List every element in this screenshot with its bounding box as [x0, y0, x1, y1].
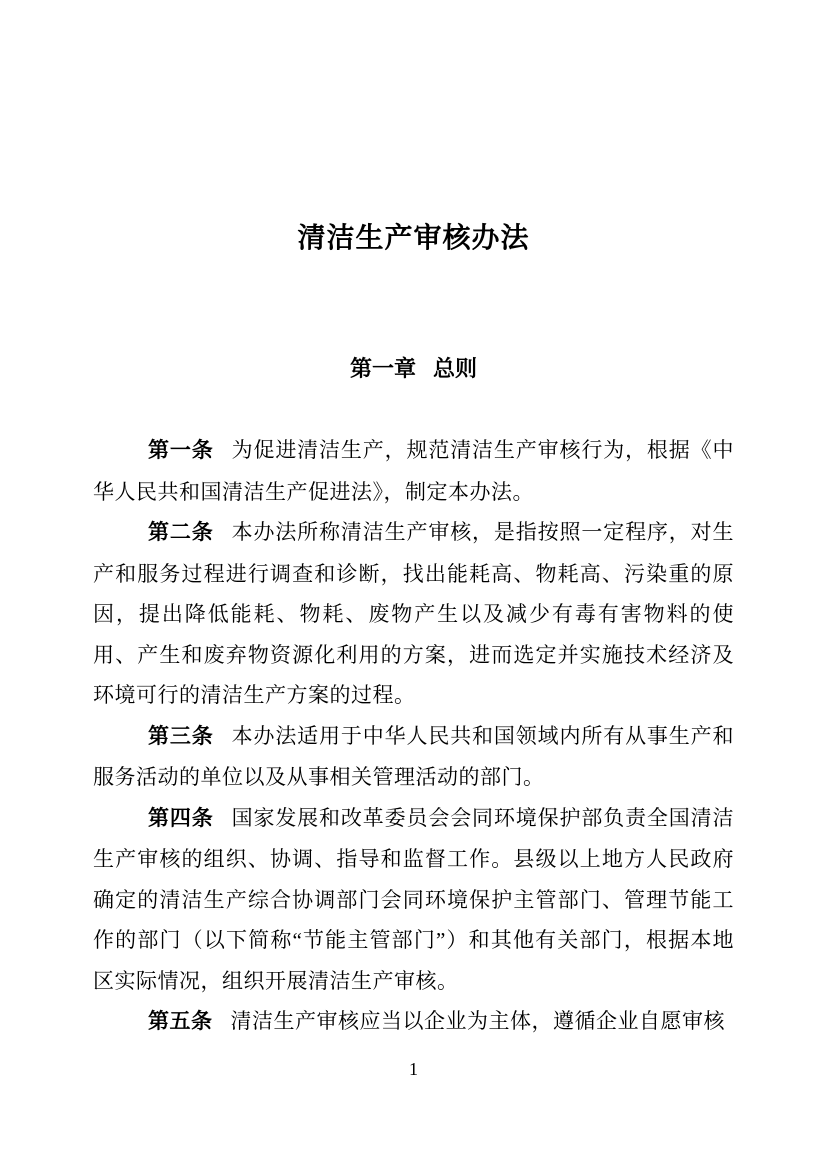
- chapter-name: 总则: [433, 356, 478, 381]
- page-number: 1: [409, 1059, 418, 1079]
- document-body: [93, 430, 734, 1043]
- article-4-text: 国家发展和改革委员会会同环境保护部负责全国清洁生产审核的组织、协调、指导和监督工作。县级以上地方人民政府确定的清洁生产综合协调部门会同环境保护主管部门、管理节能工作的部门（以下简称“节能主管部门”）和其他有关部门，根据本地区实际情况，组织开展清洁生产审核。: [93, 805, 735, 993]
- article-paragraph-3: [93, 716, 734, 798]
- article-2-text: 本办法所称清洁生产审核，是指按照一定程序，对生产和服务过程进行调查和诊断，找出能耗高、物耗高、污染重的原因，提出降低能耗、物耗、废物产生以及减少有毒有害物料的使用、产生和废弃物资源化利用的方案，进而选定并实施技术经济及环境可行的清洁生产方案的过程。: [93, 520, 735, 707]
- article-3-text: 本办法适用于中华人民共和国领域内所有从事生产和服务活动的单位以及从事相关管理活动的部门。: [93, 723, 735, 789]
- article-paragraph-1: [93, 430, 734, 512]
- article-paragraph-5: [93, 1001, 734, 1043]
- article-1-label: 第一条: [148, 439, 214, 462]
- article-5-text: 清洁生产审核应当以企业为主体，遵循企业自愿审核: [230, 1009, 725, 1033]
- chapter-heading: [0, 356, 827, 382]
- article-4-label: 第四条: [148, 806, 214, 830]
- document-title: 清洁生产审核办法: [297, 222, 530, 253]
- article-5-label: 第五条: [148, 1010, 213, 1033]
- article-1-text: 为促进清洁生产，规范清洁生产审核行为，根据《中华人民共和国清洁生产促进法》，制定本办法。: [93, 438, 735, 504]
- article-2-label: 第二条: [148, 521, 214, 544]
- article-paragraph-2: [93, 512, 734, 716]
- article-paragraph-4: [93, 798, 734, 1002]
- article-3-label: 第三条: [148, 724, 214, 748]
- chapter-number: 第一章: [349, 356, 416, 381]
